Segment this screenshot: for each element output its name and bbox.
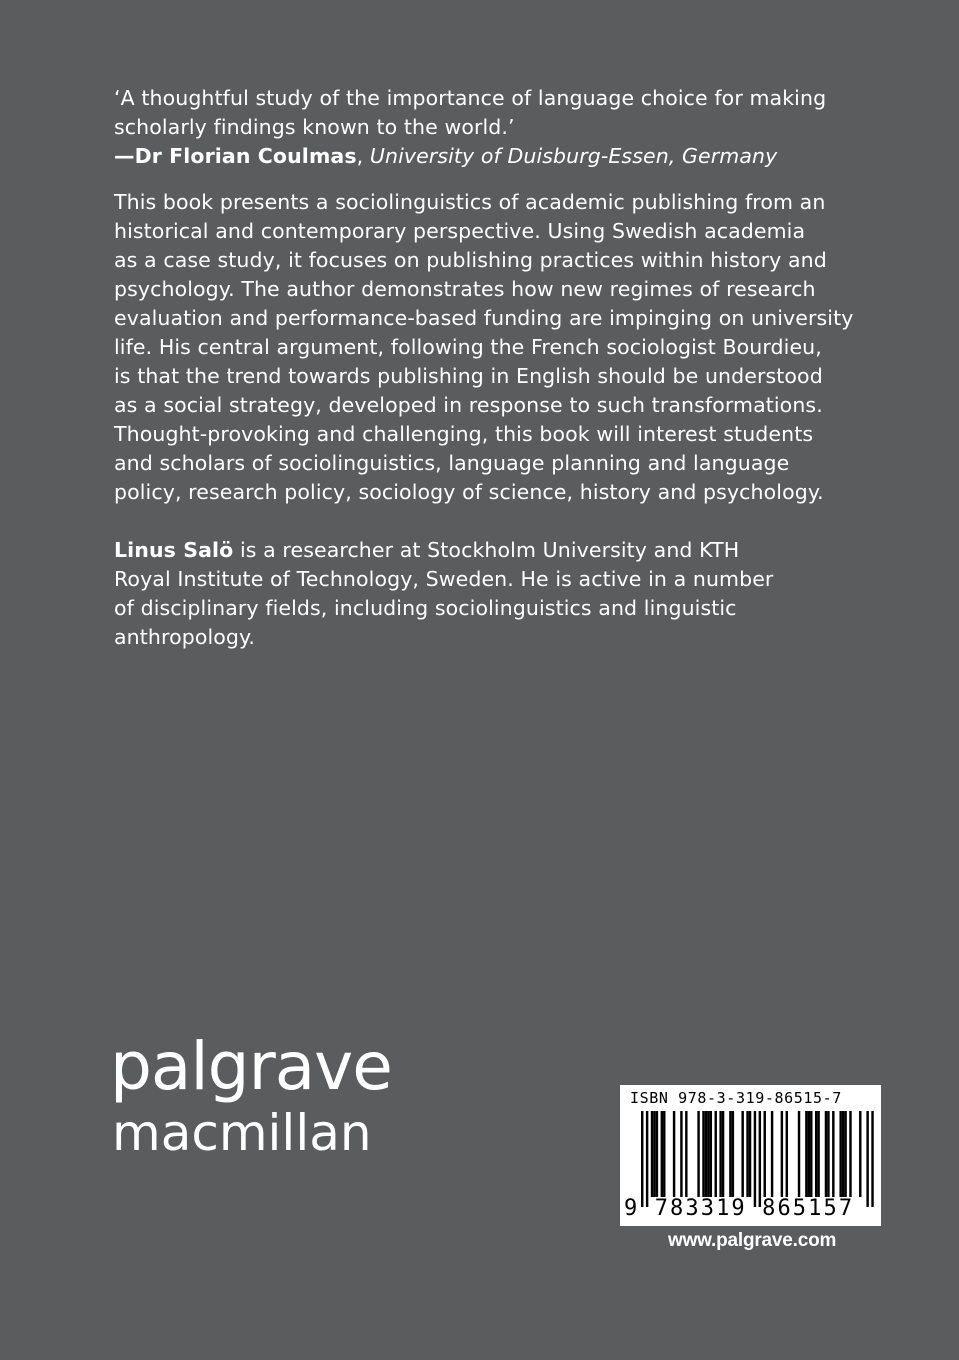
barcode-bar bbox=[680, 1111, 682, 1197]
barcode-bar bbox=[815, 1111, 817, 1197]
barcode-bar bbox=[810, 1111, 812, 1197]
author-bio bbox=[114, 536, 914, 652]
barcode-bar bbox=[805, 1111, 807, 1197]
barcode-bar bbox=[859, 1111, 861, 1197]
attribution-separator: , bbox=[356, 144, 370, 168]
barcode-bar bbox=[685, 1111, 687, 1197]
barcode-bar bbox=[746, 1111, 748, 1197]
attribution-dash: — bbox=[114, 144, 135, 168]
attribution-affiliation: University of Duisburg-Essen, Germany bbox=[369, 144, 778, 168]
barcode-bar bbox=[849, 1111, 851, 1197]
barcode-bar bbox=[786, 1111, 788, 1197]
isbn-barcode bbox=[620, 1085, 881, 1226]
author-bio-text: is a researcher at Stockholm University and KTH Royal Institute of Technology, Sweden. He is active in a number of disciplinary fields, including sociolinguistics and linguistic anthropology. bbox=[114, 538, 774, 649]
barcode-bar bbox=[825, 1111, 827, 1197]
barcode-bar bbox=[707, 1111, 709, 1197]
quote-attribution bbox=[114, 142, 904, 171]
endorsement-quote bbox=[114, 84, 904, 171]
barcode-bar bbox=[839, 1111, 841, 1197]
author-name: Linus Salö bbox=[114, 538, 234, 562]
barcode-bar bbox=[702, 1111, 704, 1197]
barcode-bar bbox=[656, 1111, 658, 1197]
attribution-name: Dr Florian Coulmas bbox=[134, 144, 357, 168]
barcode-bar bbox=[844, 1111, 846, 1197]
barcode-bar bbox=[732, 1111, 734, 1197]
barcode-bar bbox=[754, 1111, 756, 1207]
barcode-bar bbox=[729, 1111, 731, 1197]
barcode-bar bbox=[832, 1111, 834, 1197]
barcode-bar bbox=[641, 1111, 643, 1207]
barcode-bar bbox=[871, 1111, 873, 1207]
barcode-bar bbox=[710, 1111, 712, 1197]
barcode-bar bbox=[653, 1111, 655, 1197]
barcode-bar bbox=[663, 1111, 665, 1197]
quote-text: ‘A thoughtful study of the importance of language choice for making scholarly findings known to the world.’ bbox=[114, 86, 827, 139]
ean-digits: 9 783319 865157 bbox=[624, 1196, 855, 1221]
barcode-bar bbox=[661, 1111, 663, 1197]
barcode-bar bbox=[697, 1111, 699, 1197]
barcode-bar bbox=[646, 1111, 648, 1207]
barcode-bar bbox=[808, 1111, 810, 1197]
publisher-logo bbox=[110, 1030, 392, 1162]
barcode-bar bbox=[651, 1111, 653, 1197]
barcode-bar bbox=[705, 1111, 707, 1197]
barcode-bar bbox=[719, 1111, 721, 1197]
barcode-bar bbox=[759, 1111, 761, 1207]
isbn-label: ISBN 978-3-319-86515-7 bbox=[630, 1089, 842, 1107]
logo-line-macmillan: macmillan bbox=[112, 1104, 372, 1162]
barcode-bar bbox=[842, 1111, 844, 1197]
barcode-bar bbox=[673, 1111, 675, 1197]
barcode-bar bbox=[817, 1111, 819, 1197]
barcode-bar bbox=[866, 1111, 868, 1207]
book-description: This book presents a sociolinguistics of academic publishing from an historical and contemporary perspective. Using Swedish academia as a case study, it focuses on publishing practices within history and psychology. The author demonstrates how new regimes of research evaluation and performance-based funding are impinging on university life. His central argument, following the French sociologist Bourdieu, is that the trend towards publishing in English should be understood as a social strategy, developed in response to such transformations. Thought-provoking and challenging, this book will interest students and scholars of sociolinguistics, language planning and language policy, research policy, sociology of science, history and psychology. bbox=[114, 190, 854, 504]
logo-line-palgrave: palgrave bbox=[110, 1028, 392, 1105]
barcode-bar bbox=[722, 1111, 724, 1197]
barcode-bar bbox=[715, 1111, 717, 1197]
barcode-bar bbox=[749, 1111, 751, 1197]
barcode-bar bbox=[764, 1111, 766, 1197]
barcode-bar bbox=[781, 1111, 783, 1197]
barcode-bar bbox=[798, 1111, 800, 1197]
barcode-bar bbox=[827, 1111, 829, 1197]
barcode-bar bbox=[741, 1111, 743, 1197]
publisher-website: www.palgrave.com bbox=[668, 1230, 837, 1251]
barcode-bar bbox=[771, 1111, 773, 1197]
